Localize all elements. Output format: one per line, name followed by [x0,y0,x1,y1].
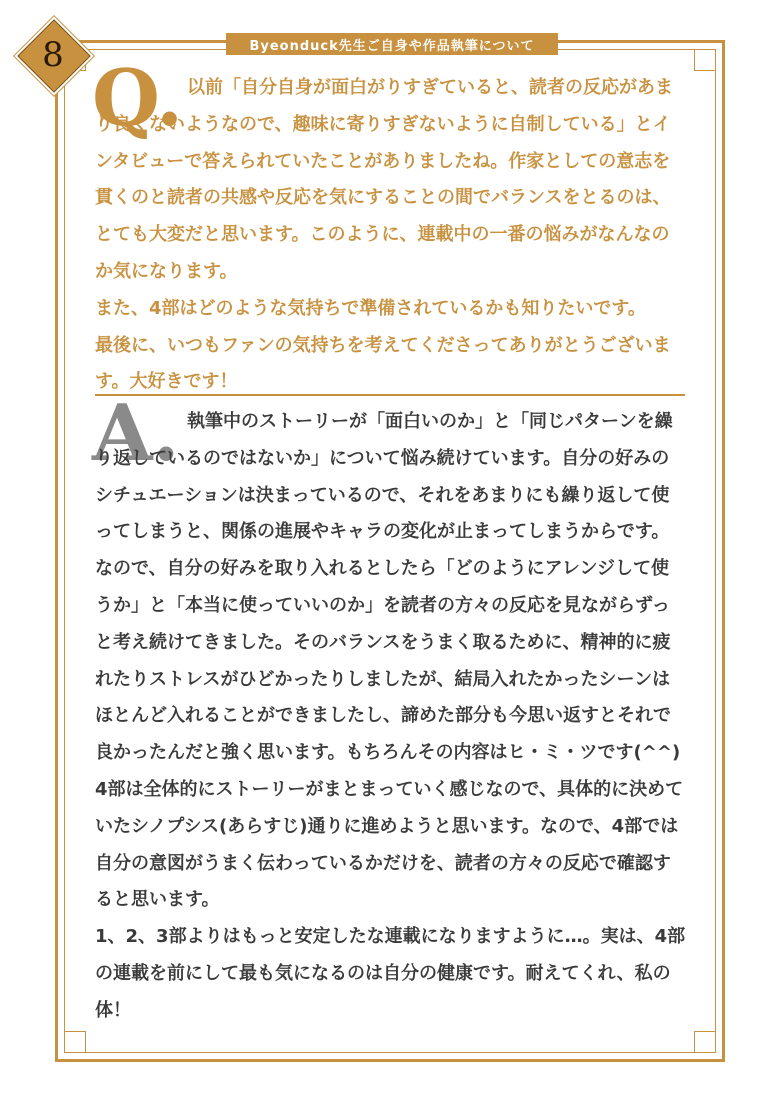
answer-letter: A. [92,388,180,479]
qa-divider [95,394,685,396]
section-title-bar: Byeonduck先生ご自身や作品執筆について [226,33,558,55]
section-number: 8 [42,35,64,75]
frame-corner-bottom-right [694,1031,716,1053]
answer-paragraph: 1、2、3部よりはもっと安定したな連載になりますように…。実は、4部の連載を前にして最も気になるのは自分の健康です。耐えてくれ、私の体！ [95,926,686,1021]
answer-paragraph: 執筆中のストーリーが「面白いのか」と「同じパターンを繰り返しているのではないか」について悩み続けています。自分の好みのシチュエーションは決まっているので、それをあまりにも繰り返して使ってしまうと、関係の進展やキャラの変化が止まってしまうからです。なので、自分の好みを取り入れるとしたら「どのようにアレンジして使うか」と「本当に使っていいのか」を読者の方々の反応を見ながらずっと考え続けてきました。そのバランスをうまく取るために、精神的に疲れたりストレスがひどかったりしましたが、結局入れたかったシーンはほとんど入れることができましたし、諦めた部分も今思い返すとそれで良かったんだと強く思います。もちろんその内容はヒ・ミ・ツです(^^) [95,411,681,764]
question-paragraph: また、4部はどのような気持ちで準備されているかも知りたいです。 [95,297,646,319]
question-letter: Q. [92,53,184,144]
frame-corner-top-right [694,49,716,71]
question-paragraph: 最後に、いつもファンの気持ちを考えてくださってありがとうございます。大好きです！ [95,334,671,393]
frame-corner-bottom-left [64,1031,86,1053]
answer-body [95,404,687,1030]
question-paragraph: 以前「自分自身が面白がりすぎていると、読者の反応があまり良くないようなので、趣味に寄りすぎないように自制している」とインタビューで答えられていたことがありましたね。作家としての意志を貫くのと読者の共感や反応を気にすることの間でバランスをとるのは、とても大変だと思います。このように、連載中の一番の悩みがなんなのか気になります。 [95,77,673,282]
question-body [95,70,687,401]
answer-paragraph: 4部は全体的にストーリーがまとまっていく感じなので、具体的に決めていたシノプシス(あらすじ)通りに進めようと思います。なので、4部では自分の意図がうまく伝わっているかだけを、読者の方々の反応で確認すると思います。 [95,778,684,911]
